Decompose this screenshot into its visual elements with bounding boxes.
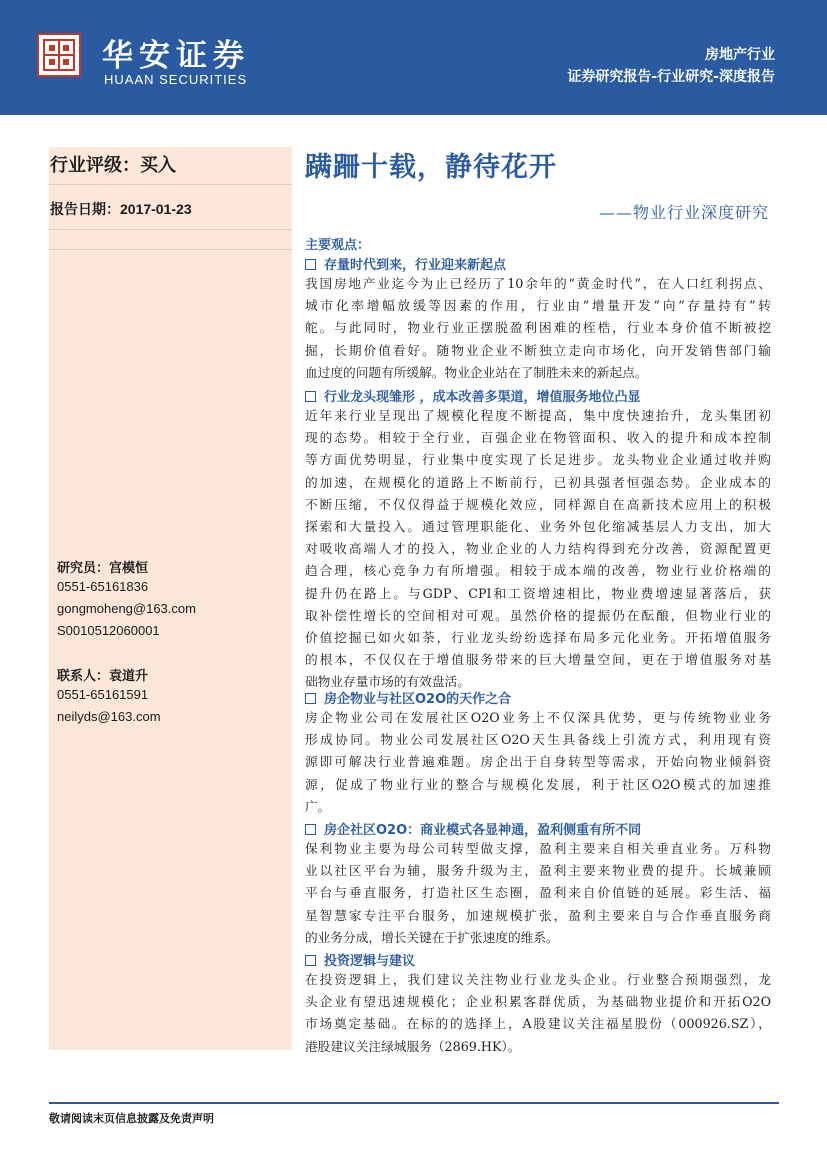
sidebar	[49, 147, 292, 1050]
report-title: 蹒跚十载，静待花开	[305, 152, 557, 183]
report-subtitle: ——物业行业深度研究	[598, 203, 769, 222]
key-points-heading: 主要观点：	[305, 238, 371, 253]
checkbox-bullet-icon	[305, 391, 316, 402]
section-paragraph: 在投资逻辑上，我们建议关注物业行业龙头企业。行业整合预期强烈，龙 头企业有望迅速规模化；企业积累客群优质，为基础物业提价和开拓O2O 市场奠定基础。在标的的选择上，A股建议关注福星股份（000926.SZ）， 港股建议关注绿城服务（2869.HK）。	[305, 972, 771, 1054]
footer-divider	[49, 1102, 779, 1104]
section-paragraph: 保利物业主要为母公司转型做支撑，盈利主要来自相关垂直业务。万科物 业以社区平台为辅，服务升级为主，盈利主要来物业费的提升。长城兼顾 平台与垂直服务，打造社区生态圈，盈利来自价值链的延展。彩生活、福 星智慧家专注平台服务，加速规模扩张，盈利主要来自与合作垂直服务商 的业务分成，增长关键在于扩张速度的维系。	[305, 841, 771, 945]
section-heading: 行业龙头现雏形 ，成本改善多渠道，增值服务地位凸显	[305, 386, 641, 405]
report-header	[0, 0, 827, 115]
section-heading: 房企社区O2O：商业模式各显神通，盈利侧重有所不同	[305, 819, 641, 838]
report-date-value: 2017-01-23	[120, 201, 192, 217]
divider	[49, 229, 292, 230]
contact-email[interactable]: neilyds@163.com	[57, 709, 161, 724]
divider	[49, 249, 292, 250]
section-heading: 房企物业与社区O2O的天作之合	[305, 688, 511, 707]
researcher-phone: 0551-65161836	[57, 579, 149, 594]
researcher-name: 研究员：宫模恒	[57, 561, 149, 576]
logo-english-name: HUAAN SECURITIES	[104, 72, 248, 87]
logo-seal-icon	[37, 33, 81, 77]
contact-phone: 0551-65161591	[57, 687, 149, 702]
contact-name: 联系人：袁道升	[57, 669, 149, 684]
report-date	[50, 199, 192, 219]
report-type-label: 证券研究报告-行业研究-深度报告	[567, 69, 775, 85]
section-heading: 投资逻辑与建议	[305, 950, 415, 969]
industry-rating: 行业评级：买入	[50, 155, 176, 176]
checkbox-bullet-icon	[305, 955, 316, 966]
researcher-email[interactable]: gongmoheng@163.com	[57, 601, 196, 616]
section-heading: 存量时代到来，行业迎来新起点	[305, 254, 506, 273]
footer-disclaimer: 敬请阅读末页信息披露及免责声明	[49, 1112, 214, 1125]
checkbox-bullet-icon	[305, 259, 316, 270]
checkbox-bullet-icon	[305, 693, 316, 704]
section-paragraph: 近年来行业呈现出了规模化程度不断提高，集中度快速抬升，龙头集团初 现的态势。相较于全行业，百强企业在物管面积、收入的提升和成本控制 等方面优势明显，行业集中度实现了长足进步。龙头物业企业通过收并购 的加速，在规模化的道路上不断前行，已初具强者恒强态势。企业成本的 不断压缩，不仅仅得益于规模化效应，同样源自在高新技术应用上的积极 探索和大量投入。通过管理职能化、业务外包化缩减基层人力支出，加大 对吸收高端人才的投入，物业企业的人力结构得到充分改善，资源配置更 趋合理，核心竞争力有所增强。相较于成本端的改善，物业行业价格端的 提升仍在路上。与GDP、CPI和工资增速相比，物业费增速显著落后，获 取补偿性增长的空间相对可观。虽然价格的提振仍在酝酿，但物业行业的 价值挖掘已如火如荼，行业龙头纷纷选择布局多元化业务。开拓增值服务 的根本，不仅仅在于增值服务带来的巨大增量空间，更在于增值服务对基 础物业存量市场的有效盘活。	[305, 408, 771, 690]
industry-label: 房地产行业	[705, 47, 775, 63]
section-paragraph: 我国房地产业迄今为止已经历了10余年的“黄金时代”，在人口红利拐点、 城市化率增幅放缓等因素的作用，行业由“增量开发”向“存量持有”转 舵。与此同时，物业行业正摆脱盈利困难的桎梏，行业本身价值不断被挖 掘，长期价值看好。随物业企业不断独立走向市场化，向开发销售部门输 血过度的问题有所缓解。物业企业站在了制胜未来的新起点。	[305, 276, 771, 380]
report-date-label: 报告日期：	[50, 202, 120, 218]
researcher-cert: S0010512060001	[57, 623, 160, 638]
logo-chinese-name: 华安证券	[102, 38, 250, 74]
checkbox-bullet-icon	[305, 824, 316, 835]
divider	[49, 184, 292, 185]
section-paragraph: 房企物业公司在发展社区O2O业务上不仅深具优势，更与传统物业业务 形成协同。物业公司发展社区O2O天生具备线上引流方式，利用现有资 源即可解决行业普遍难题。房企出于自身转型等需求，开始向物业倾斜资 源，促成了物业行业的整合与规模化发展，利于社区O2O模式的加速推 广。	[305, 710, 771, 814]
